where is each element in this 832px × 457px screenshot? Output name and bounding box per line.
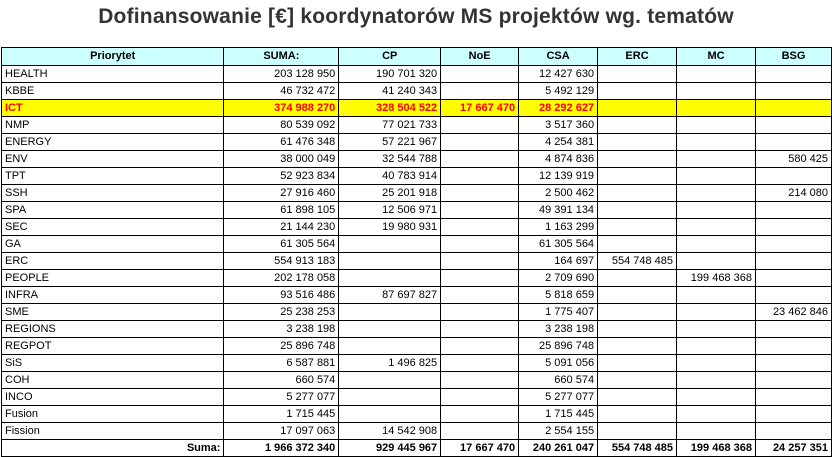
cell-erc: [598, 423, 677, 440]
cell-csa: 2 500 462: [519, 185, 598, 202]
cell-csa: 1 775 407: [519, 304, 598, 321]
cell-noe: [441, 83, 519, 100]
cell-bsg: [755, 423, 831, 440]
cell-cp: [339, 321, 441, 338]
row-priority-label: GA: [2, 236, 224, 253]
cell-cp: [339, 270, 441, 287]
cell-cp: 40 783 914: [339, 168, 441, 185]
cell-erc: [598, 406, 677, 423]
cell-suma: 61 898 105: [224, 202, 339, 219]
cell-noe: [441, 304, 519, 321]
cell-mc: [677, 66, 756, 83]
cell-noe: [441, 321, 519, 338]
cell-bsg: [755, 355, 831, 372]
table-row: [2, 287, 832, 304]
cell-mc: [677, 219, 756, 236]
cell-csa: 5 277 077: [519, 389, 598, 406]
table-row: [2, 253, 832, 270]
column-header-mc: MC: [677, 48, 756, 66]
cell-erc: [598, 304, 677, 321]
column-header-erc: ERC: [598, 48, 677, 66]
cell-csa: 660 574: [519, 372, 598, 389]
cell-cp: [339, 253, 441, 270]
cell-cp: 25 201 918: [339, 185, 441, 202]
cell-csa: 12 139 919: [519, 168, 598, 185]
cell-noe: [441, 117, 519, 134]
cell-bsg: [755, 372, 831, 389]
cell-bsg: [755, 236, 831, 253]
cell-erc: [598, 202, 677, 219]
cell-bsg: [755, 134, 831, 151]
cell-mc: [677, 321, 756, 338]
cell-erc: 554 748 485: [598, 253, 677, 270]
cell-noe: [441, 389, 519, 406]
cell-cp: 77 021 733: [339, 117, 441, 134]
row-priority-label: INCO: [2, 389, 224, 406]
cell-csa: 61 305 564: [519, 236, 598, 253]
cell-mc: [677, 117, 756, 134]
cell-noe: [441, 66, 519, 83]
cell-erc: [598, 66, 677, 83]
cell-noe: [441, 355, 519, 372]
total-row: [2, 440, 832, 457]
column-header-bsg: BSG: [755, 48, 831, 66]
table-row: [2, 219, 832, 236]
cell-mc: [677, 423, 756, 440]
cell-bsg: 214 080: [755, 185, 831, 202]
cell-noe: [441, 185, 519, 202]
table-row: [2, 423, 832, 440]
cell-mc: [677, 202, 756, 219]
cell-cp: 19 980 931: [339, 219, 441, 236]
cell-bsg: [755, 168, 831, 185]
cell-csa: 4 254 381: [519, 134, 598, 151]
cell-mc: [677, 287, 756, 304]
cell-cp: 328 504 522: [339, 100, 441, 117]
cell-bsg: [755, 100, 831, 117]
cell-csa: 25 896 748: [519, 338, 598, 355]
table-row: [2, 151, 832, 168]
cell-csa: 49 391 134: [519, 202, 598, 219]
row-priority-label: HEALTH: [2, 66, 224, 83]
row-priority-label: PEOPLE: [2, 270, 224, 287]
table-row: [2, 66, 832, 83]
cell-noe: [441, 372, 519, 389]
cell-suma: 6 587 881: [224, 355, 339, 372]
cell-bsg: [755, 389, 831, 406]
cell-cp: [339, 406, 441, 423]
cell-suma: 21 144 230: [224, 219, 339, 236]
row-priority-label: COH: [2, 372, 224, 389]
cell-bsg: [755, 270, 831, 287]
row-priority-label: Fusion: [2, 406, 224, 423]
cell-erc: [598, 372, 677, 389]
table-row: [2, 236, 832, 253]
cell-erc: [598, 151, 677, 168]
cell-mc: [677, 338, 756, 355]
row-priority-label: ENERGY: [2, 134, 224, 151]
cell-suma: 1 715 445: [224, 406, 339, 423]
cell-mc: [677, 168, 756, 185]
table-row: [2, 321, 832, 338]
table-row: [2, 100, 832, 117]
cell-erc: [598, 168, 677, 185]
cell-csa: 2 709 690: [519, 270, 598, 287]
cell-erc: [598, 270, 677, 287]
row-priority-label: SiS: [2, 355, 224, 372]
cell-noe: 17 667 470: [441, 100, 519, 117]
cell-cp: 14 542 908: [339, 423, 441, 440]
cell-erc: [598, 219, 677, 236]
total-bsg: 24 257 351: [755, 440, 831, 457]
cell-mc: [677, 253, 756, 270]
row-priority-label: SME: [2, 304, 224, 321]
cell-csa: 1 163 299: [519, 219, 598, 236]
cell-erc: [598, 83, 677, 100]
cell-suma: 25 896 748: [224, 338, 339, 355]
table-row: [2, 338, 832, 355]
cell-csa: 12 427 630: [519, 66, 598, 83]
table-row: [2, 304, 832, 321]
column-header-noe: NoE: [441, 48, 519, 66]
cell-erc: [598, 355, 677, 372]
cell-bsg: [755, 83, 831, 100]
cell-suma: 52 923 834: [224, 168, 339, 185]
cell-suma: 46 732 472: [224, 83, 339, 100]
cell-noe: [441, 423, 519, 440]
row-priority-label: Fission: [2, 423, 224, 440]
cell-noe: [441, 151, 519, 168]
cell-csa: 1 715 445: [519, 406, 598, 423]
cell-cp: [339, 304, 441, 321]
table-row: [2, 83, 832, 100]
cell-erc: [598, 287, 677, 304]
cell-mc: [677, 355, 756, 372]
cell-suma: 80 539 092: [224, 117, 339, 134]
total-erc: 554 748 485: [598, 440, 677, 457]
cell-bsg: [755, 406, 831, 423]
row-priority-label: ERC: [2, 253, 224, 270]
cell-erc: [598, 321, 677, 338]
cell-cp: [339, 372, 441, 389]
cell-csa: 3 238 198: [519, 321, 598, 338]
column-header-cp: CP: [339, 48, 441, 66]
cell-suma: 27 916 460: [224, 185, 339, 202]
total-csa: 240 261 047: [519, 440, 598, 457]
cell-bsg: [755, 321, 831, 338]
cell-cp: 12 506 971: [339, 202, 441, 219]
column-header-suma: SUMA:: [224, 48, 339, 66]
row-priority-label: SSH: [2, 185, 224, 202]
total-suma: 1 966 372 340: [224, 440, 339, 457]
cell-mc: [677, 151, 756, 168]
cell-cp: 41 240 343: [339, 83, 441, 100]
table-row: [2, 389, 832, 406]
cell-csa: 5 818 659: [519, 287, 598, 304]
cell-mc: [677, 236, 756, 253]
table-row: [2, 202, 832, 219]
cell-suma: 93 516 486: [224, 287, 339, 304]
cell-suma: 61 305 564: [224, 236, 339, 253]
cell-mc: [677, 134, 756, 151]
cell-cp: 57 221 967: [339, 134, 441, 151]
cell-mc: [677, 83, 756, 100]
cell-cp: [339, 338, 441, 355]
cell-csa: 2 554 155: [519, 423, 598, 440]
cell-noe: [441, 134, 519, 151]
cell-bsg: [755, 287, 831, 304]
cell-cp: [339, 389, 441, 406]
cell-noe: [441, 168, 519, 185]
cell-cp: 87 697 827: [339, 287, 441, 304]
cell-bsg: [755, 66, 831, 83]
cell-bsg: [755, 117, 831, 134]
table-row: [2, 372, 832, 389]
cell-csa: 5 492 129: [519, 83, 598, 100]
cell-csa: 3 517 360: [519, 117, 598, 134]
cell-mc: [677, 185, 756, 202]
cell-erc: [598, 100, 677, 117]
total-label: Suma:: [2, 440, 224, 457]
cell-suma: 660 574: [224, 372, 339, 389]
cell-bsg: 23 462 846: [755, 304, 831, 321]
cell-suma: 38 000 049: [224, 151, 339, 168]
column-header-priorytet: Priorytet: [2, 48, 224, 66]
cell-csa: 4 874 836: [519, 151, 598, 168]
total-mc: 199 468 368: [677, 440, 756, 457]
table-row: [2, 185, 832, 202]
cell-noe: [441, 270, 519, 287]
cell-suma: 5 277 077: [224, 389, 339, 406]
cell-suma: 25 238 253: [224, 304, 339, 321]
cell-suma: 61 476 348: [224, 134, 339, 151]
cell-bsg: [755, 202, 831, 219]
cell-cp: 190 701 320: [339, 66, 441, 83]
cell-mc: [677, 389, 756, 406]
table-row: [2, 406, 832, 423]
cell-suma: 374 988 270: [224, 100, 339, 117]
cell-suma: 3 238 198: [224, 321, 339, 338]
cell-csa: 28 292 627: [519, 100, 598, 117]
cell-mc: 199 468 368: [677, 270, 756, 287]
total-cp: 929 445 967: [339, 440, 441, 457]
cell-noe: [441, 338, 519, 355]
row-priority-label: SPA: [2, 202, 224, 219]
funding-table: [1, 47, 832, 457]
cell-mc: [677, 372, 756, 389]
cell-noe: [441, 219, 519, 236]
header-row: [2, 48, 832, 66]
cell-mc: [677, 406, 756, 423]
cell-bsg: 580 425: [755, 151, 831, 168]
cell-erc: [598, 117, 677, 134]
cell-erc: [598, 389, 677, 406]
cell-cp: 32 544 788: [339, 151, 441, 168]
row-priority-label: KBBE: [2, 83, 224, 100]
cell-csa: 164 697: [519, 253, 598, 270]
cell-noe: [441, 202, 519, 219]
table-row: [2, 134, 832, 151]
cell-bsg: [755, 338, 831, 355]
cell-bsg: [755, 253, 831, 270]
total-noe: 17 667 470: [441, 440, 519, 457]
row-priority-label: NMP: [2, 117, 224, 134]
cell-noe: [441, 236, 519, 253]
row-priority-label: REGPOT: [2, 338, 224, 355]
cell-suma: 17 097 063: [224, 423, 339, 440]
row-priority-label: REGIONS: [2, 321, 224, 338]
page-title: Dofinansowanie [€] koordynatorów MS projektów wg. tematów: [98, 5, 734, 28]
column-header-csa: CSA: [519, 48, 598, 66]
cell-mc: [677, 304, 756, 321]
cell-noe: [441, 287, 519, 304]
table-row: [2, 355, 832, 372]
row-priority-label: ENV: [2, 151, 224, 168]
row-priority-label: SEC: [2, 219, 224, 236]
cell-suma: 203 128 950: [224, 66, 339, 83]
cell-erc: [598, 185, 677, 202]
cell-erc: [598, 236, 677, 253]
row-priority-label: TPT: [2, 168, 224, 185]
row-priority-label: INFRA: [2, 287, 224, 304]
cell-bsg: [755, 219, 831, 236]
cell-noe: [441, 406, 519, 423]
cell-csa: 5 091 056: [519, 355, 598, 372]
table-row: [2, 270, 832, 287]
cell-cp: 1 496 825: [339, 355, 441, 372]
cell-cp: [339, 236, 441, 253]
cell-erc: [598, 134, 677, 151]
row-priority-label: ICT: [2, 100, 224, 117]
cell-suma: 202 178 058: [224, 270, 339, 287]
table-row: [2, 117, 832, 134]
cell-erc: [598, 338, 677, 355]
cell-suma: 554 913 183: [224, 253, 339, 270]
cell-noe: [441, 253, 519, 270]
table-row: [2, 168, 832, 185]
cell-mc: [677, 100, 756, 117]
